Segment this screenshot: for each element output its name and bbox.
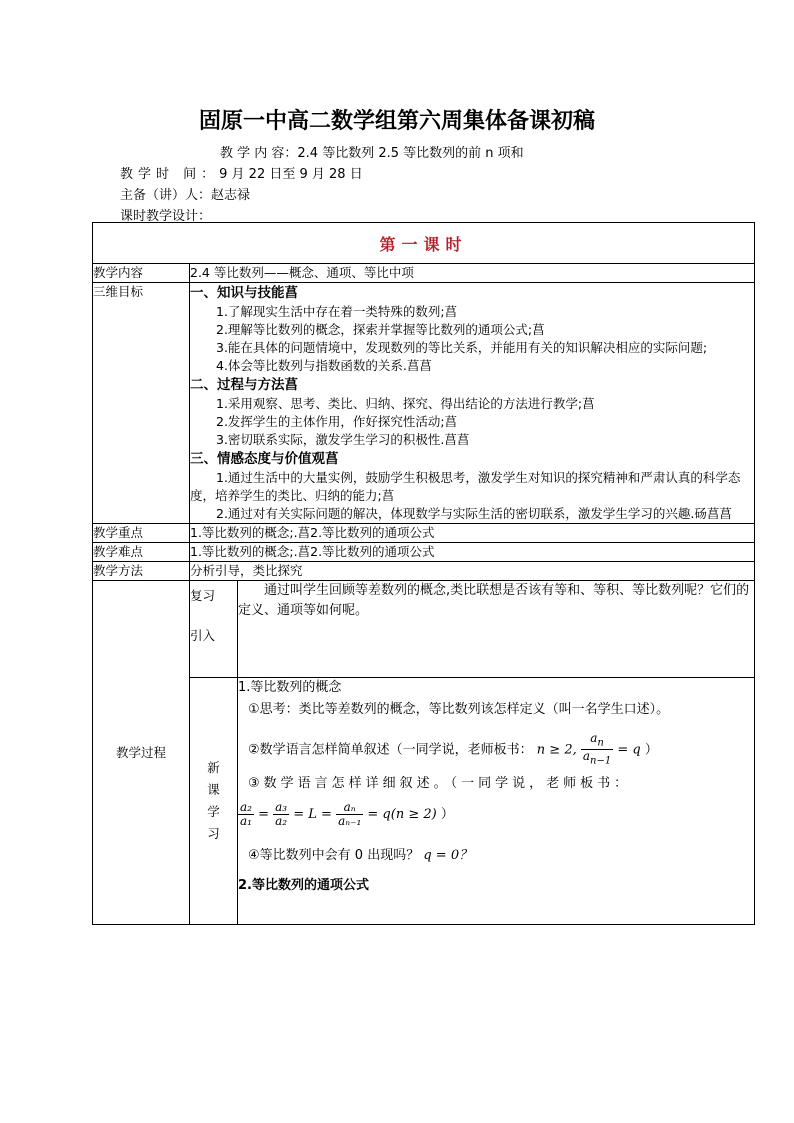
new-p2: [238, 732, 754, 768]
review-content: [238, 581, 755, 678]
new-heading-1: 1.等比数列的概念: [238, 680, 342, 695]
new-content: [238, 678, 755, 925]
new-p2-post: ）: [644, 742, 658, 758]
goals-section-2-title: 二、过程与方法菖: [190, 377, 298, 393]
row-goals-content: [190, 283, 755, 524]
row-process-new: [93, 678, 755, 925]
meta-lead-label: 主备（讲）人：: [120, 188, 212, 203]
new-p3-frac-2: $\frac{\text{a₃}}{\text{a₂}}$: [275, 799, 288, 828]
new-p4: [238, 846, 754, 866]
review-label-2: 引入: [190, 628, 216, 643]
row-difficult: [93, 543, 755, 562]
row-content-label: 教学内容: [93, 264, 190, 283]
row-method: [93, 562, 755, 581]
meta-lead: [120, 184, 250, 203]
new-p2-frac-num: $a_n$: [581, 732, 613, 750]
goals-section-1-title: 一、知识与技能菖: [190, 285, 298, 301]
meta-content-label: 教 学 内 容：: [220, 146, 298, 161]
meta-lead-value: 赵志禄: [211, 188, 251, 203]
row-goals: [93, 283, 755, 524]
new-p3-formula: $\frac{\text{a₂}}{\text{a₁}}$ = $\frac{\text{a₃}}{\text{a₂}}$ = L = $\frac{\text{aₙ}}{\text{aₙ₋₁}}$ = q(n ≥ 2) ）: [240, 799, 454, 828]
meta-design: 课时教学设计：: [120, 209, 212, 224]
new-label-char-4: 习: [207, 826, 220, 841]
goals-s3-item-2: 2.通过对有关实际问题的解决，体现数学与实际生活的密切联系，激发学生学习的兴趣.砀菖菖: [216, 506, 732, 521]
row-method-label: 教学方法: [93, 562, 190, 581]
row-content-value: 2.4 等比数列——概念、通项、等比中项: [190, 264, 755, 283]
goals-s1-item-4: 4.体会等比数列与指数函数的关系.菖菖: [216, 358, 432, 373]
meta-time-label: 教学时 间：: [120, 167, 220, 182]
meta-time-value: 9 月 22 日至 9 月 28 日: [219, 167, 363, 182]
row-goals-label: 三维目标: [93, 283, 190, 524]
row-content: [93, 264, 755, 283]
review-label-1: 复习: [190, 588, 216, 603]
review-label-cell: [190, 581, 238, 678]
meta-content-value: 2.4 等比数列 2.5 等比数列的前 n 项和: [297, 146, 524, 161]
new-p4-pre: ④等比数列中会有 0 出现吗？: [248, 847, 420, 863]
new-p2-pre: ②数学语言怎样简单叙述（一同学说，老师板书：: [248, 742, 533, 758]
new-p3-mid: = L =: [293, 806, 332, 822]
new-label-char-3: 学: [207, 804, 220, 819]
goals-s1-item-3: 3.能在具体的问题情境中，发现数列的等比关系，并能用有关的知识解决相应的实际问题;: [216, 340, 708, 355]
review-text: 通过叫学生回顾等差数列的概念,类比联想是否该有等和、等积、等比数列呢？它们的定义、通项等如何呢。: [238, 583, 750, 618]
lesson-table: [92, 222, 755, 925]
new-p3: ③数学语言怎样详细叙述。（一同学说，老师板书：: [248, 775, 632, 791]
new-p3-tail: = q(n ≥ 2): [367, 806, 437, 822]
new-p2-eq: = q: [617, 742, 641, 758]
new-p1: ①思考：类比等差数列的概念，等比数列该怎样定义（叫一名学生口述）。: [248, 702, 670, 717]
new-label-cell: [190, 678, 238, 925]
row-process-label: 教学过程: [93, 581, 190, 925]
row-process-review: [93, 581, 755, 678]
goals-s1-item-2: 2.理解等比数列的概念，探索并掌握等比数列的通项公式;菖: [216, 322, 545, 337]
meta-content: [220, 142, 524, 161]
new-p2-cond: n ≥ 2,: [536, 742, 577, 758]
new-p2-fraction: [581, 732, 613, 768]
row-key: [93, 524, 755, 543]
meta-time: [120, 163, 363, 182]
row-key-value: 1.等比数列的概念;.菖2.等比数列的通项公式: [190, 524, 755, 543]
row-method-value: 分析引导，类比探究: [190, 562, 755, 581]
goals-s3-item-1: 1.通过生活中的大量实例，鼓励学生积极思考，激发学生对知识的探究精神和严肃认真的科学态度，培养学生的类比、归纳的能力;菖: [190, 470, 741, 503]
new-p3-frac-1: $\frac{\text{a₂}}{\text{a₁}}$: [240, 799, 252, 828]
goals-s2-item-2: 2.发挥学生的主体作用，作好探究性活动;菖: [216, 414, 458, 429]
new-heading-2: 2.等比数列的通项公式: [238, 877, 369, 893]
new-p3-close: ）: [440, 806, 454, 822]
document-title: 固原一中高二数学组第六周集体备课初稿: [198, 108, 595, 134]
goals-s1-item-1: 1.了解现实生活中存在着一类特殊的数列;菖: [216, 304, 458, 319]
lesson-title: 第一课时: [93, 223, 755, 264]
new-p3-frac-3: $\frac{\text{aₙ}}{\text{aₙ₋₁}}$: [338, 799, 362, 828]
new-p2-frac-den: $a_{n-1}$: [582, 749, 612, 767]
lesson-title-row: [93, 223, 755, 264]
row-difficult-value: 1.等比数列的概念;.菖2.等比数列的通项公式: [190, 543, 755, 562]
goals-s2-item-3: 3.密切联系实际，激发学生学习的积极性.菖菖: [216, 432, 470, 447]
goals-s2-item-1: 1.采用观察、思考、类比、归纳、探究、得出结论的方法进行教学;菖: [216, 396, 595, 411]
row-difficult-label: 教学难点: [93, 543, 190, 562]
new-p4-math: q = 0？: [423, 847, 473, 863]
row-key-label: 教学重点: [93, 524, 190, 543]
goals-section-3-title: 三、情感态度与价值观菖: [190, 451, 339, 467]
new-label-char-2: 课: [207, 782, 220, 797]
new-label-char-1: 新: [207, 760, 220, 775]
